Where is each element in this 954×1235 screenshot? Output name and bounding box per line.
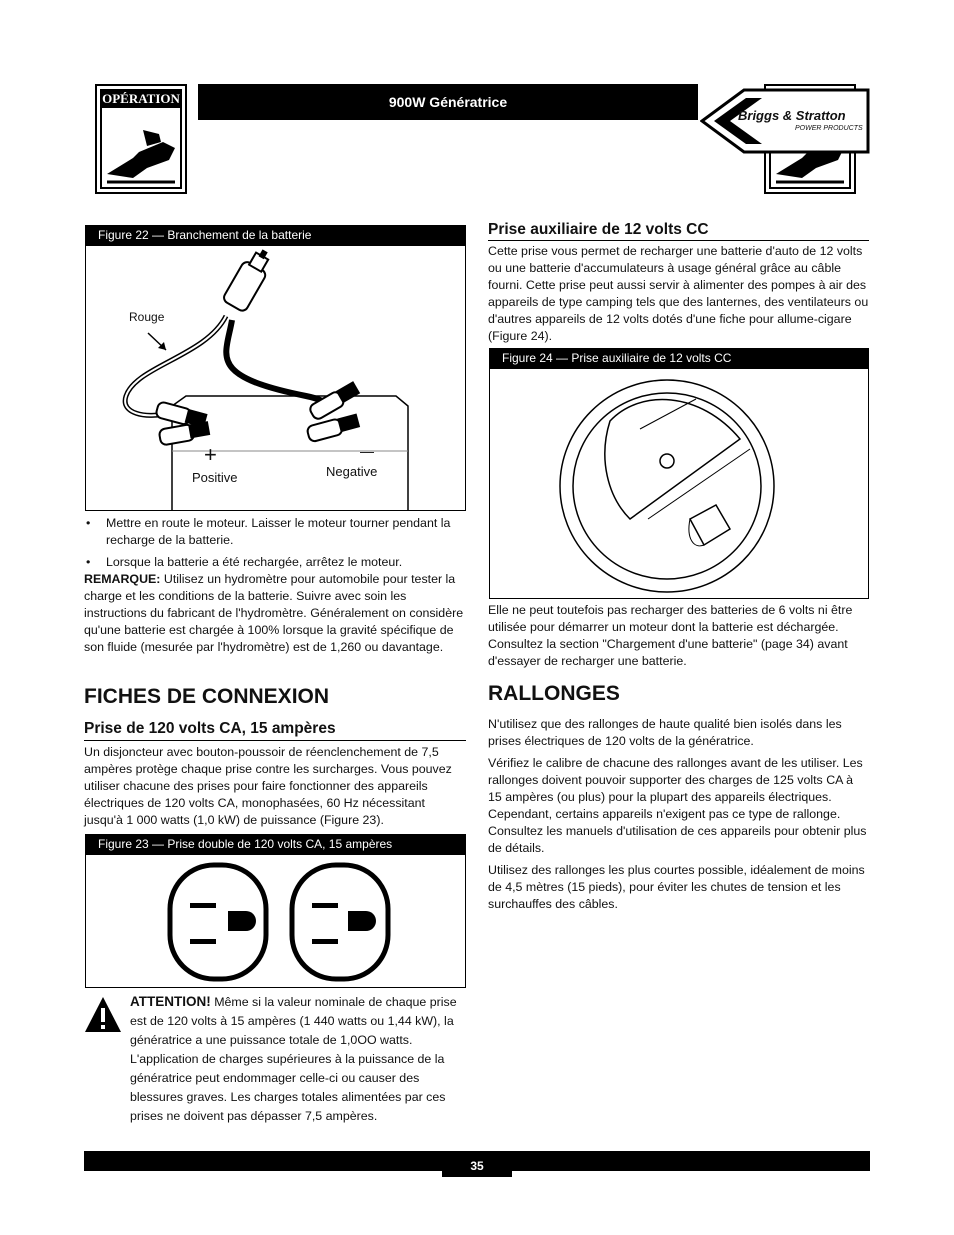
rallonges-paragraph-2: Vérifiez le calibre de chacune des rallonges avant de les utiliser. Les rallonges doivent pouvoir supporter des charges de 125 volts CA à 15 ampères (ou plus) pour la plupart des appareils électriques. Cependant, certains appareils n'exigent pas ce type de rallonge. Consultez les manuels d'utilisation de ces appareils pour obtenir plus de détails. [488, 756, 867, 855]
label-positive: Positive [192, 470, 238, 485]
brand-subtitle: POWER PRODUCTS [795, 125, 863, 132]
figure-22-caption: Figure 22 — Branchement de la batterie [85, 225, 466, 245]
section-title-rallonges: RALLONGES [488, 682, 620, 705]
note-text: Utilisez un hydromètre pour automobile pour tester la charge et les conditions de la batterie. Suivre avec soin les instructions du fabricant de l'hydromètre. Généralement on considère qu'une batterie est chargée à 100% lorsque la gravité spécifique de son fluide (mesurée par l'hydromètre) est de 1,260 ou davantage. [84, 572, 464, 654]
section-title-fiches: FICHES DE CONNEXION [84, 685, 330, 708]
warning-text: Même si la valeur nominale de chaque prise est de 120 volts à 15 ampères (1 440 watts ou 1,44 kW), la génératrice a une puissance totale de 1,0OO watts. L'application de charges supérieures à la puissance de la génératrice peut endommager celle-ci ou causer des blessures graves. Les charges totales alimentées par ces prises ne doivent pas dépasser 7,5 ampères. [130, 995, 457, 1123]
aux-socket-illustration [490, 369, 868, 598]
left-body-block [84, 515, 466, 656]
brand-name: Briggs & Stratton [738, 108, 846, 123]
list-item: • Lorsque la batterie a été rechargée, arrêtez le moteur. [86, 555, 403, 569]
subsection-title-12v: Prise auxiliaire de 12 volts CC [488, 221, 869, 241]
operation-badge-left [95, 84, 187, 194]
list-item: • Mettre en route le moteur. Laisser le moteur tourner pendant la recharge de la batterie. [86, 516, 451, 547]
document-title: 900W Génératrice [198, 84, 698, 120]
subsection-120v-text: Un disjoncteur avec bouton-poussoir de réenclenchement de 7,5 ampères protège chaque prise contre les surcharges. Vous pouvez utiliser chacune des prises pour faire fonctionner des appareils électriques de 120 volts CA, monophasées, 60 Hz nécessitant jusqu'à 1 000 watts (1,0 kW) de puissance (Figure 23). [84, 745, 452, 827]
battery-cable-illustration [86, 246, 465, 510]
note-label: REMARQUE: [84, 572, 161, 586]
rallonges-paragraph-1: N'utilisez que des rallonges de haute qualité bien isolés dans les prises électriques de 120 volts de la génératrice. [488, 717, 842, 748]
duplex-outlet-illustration [86, 855, 465, 987]
warning-icon [84, 996, 122, 1034]
note-paragraph [84, 571, 466, 656]
figure-24-socket-diagram [489, 368, 869, 599]
figure-23-caption: Figure 23 — Prise double de 120 volts CA, 15 ampères [85, 834, 466, 854]
hand-switch-icon [103, 112, 179, 186]
page-number: 35 [442, 1153, 512, 1177]
brand-logo [700, 88, 870, 154]
label-negative: Negative [326, 464, 378, 479]
rallonges-paragraph-3: Utilisez des rallonges les plus courtes possible, idéalement de moins de 4,5 mètres (15 pieds), pour éviter les chutes de tension et les surchauffes des câbles. [488, 863, 865, 911]
aux-12v-text: Cette prise vous permet de recharger une batterie d'auto de 12 volts ou une batterie d'accumulateurs à usage général grâce au câble fourni. Cette prise peut aussi servir à alimenter des pompes à air des appareils de type camping tels que des lanternes, des ventilateurs ou d'autres appareils de 12 volts dotés d'une fiche pour allume-cigare (Figure 24). [488, 244, 869, 343]
figure-22-battery-diagram [85, 245, 466, 511]
figure-24-caption: Figure 24 — Prise auxiliaire de 12 volts CC [489, 348, 869, 368]
badge-label: OPÉRATION [100, 90, 182, 108]
warning-paragraph [130, 992, 466, 1126]
aux-12v-text-2: Elle ne peut toutefois pas recharger des batteries de 6 volts ni être utilisée pour démarrer un moteur dont la batterie est déchargée. Consultez la section "Chargement d'une batterie" (page 34) avant d'essayer de recharger une batterie. [488, 603, 853, 668]
positive-sign: + [204, 442, 217, 467]
figure-23-outlet-diagram [85, 854, 466, 988]
subsection-title-120v: Prise de 120 volts CA, 15 ampères [84, 720, 466, 741]
negative-sign: — [360, 443, 374, 459]
warning-label: ATTENTION! [130, 994, 211, 1009]
label-rouge: Rouge [129, 310, 165, 324]
